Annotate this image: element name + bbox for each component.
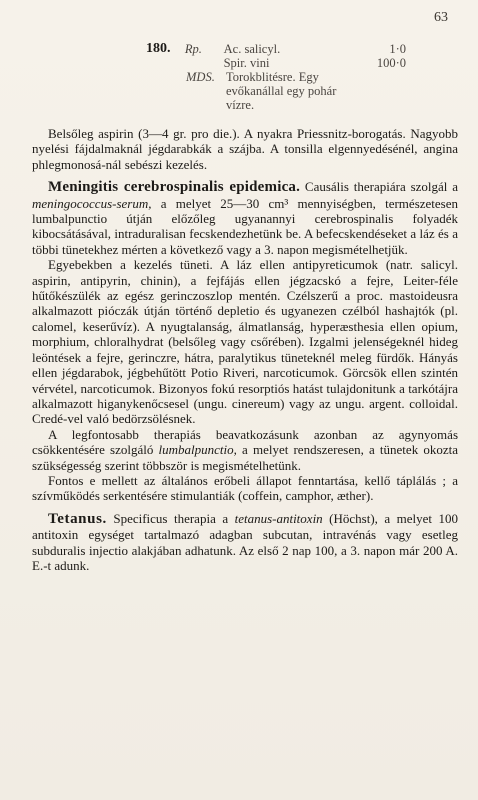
recipe-label: MDS. — [186, 70, 215, 84]
recipe-instruction: vízre. — [226, 98, 255, 112]
recipe-row — [146, 56, 406, 70]
page-number: 63 — [434, 10, 448, 25]
recipe-ingredient: Ac. salicyl. — [223, 42, 281, 56]
recipe-instruction: Torokblitésre. Egy — [226, 70, 319, 84]
italic-term: meningococcus-serum, — [32, 195, 152, 211]
recipe-row — [146, 84, 406, 98]
recipe-block — [146, 42, 406, 112]
recipe-amount: 1·0 — [389, 42, 406, 56]
section-heading-meningitis: Meningitis cerebrospinalis epidemica. — [48, 179, 301, 196]
recipe-row — [146, 98, 406, 112]
recipe-instruction: evőkanállal egy pohár — [226, 84, 337, 98]
paragraph: Belsőleg aspirin (3—4 gr. pro die.). A nyakra Priessnitz-borogatás. Nagyobb nyelési fájdalmaknál jégdarabkák a szájba. A tonsilla elgennyedésénél, angina phlegmonosá-nál sebészi kezelés. — [32, 126, 458, 172]
italic-term: lumbalpunctio, — [158, 442, 237, 458]
recipe-amount: 100·0 — [376, 56, 406, 70]
main-text — [32, 126, 458, 573]
recipe-row — [146, 70, 406, 84]
italic-term: tetanus-antitoxin — [234, 510, 323, 526]
paragraph: Egyebekben a kezelés tüneti. A láz ellen antipyreticumok (natr. salicyl. aspirin, antipyrin, chinin), a fejfájás ellen jégzacskó a fejre, Leiter-féle hűtőkészülék az egész gerinczoszlop mentén. Czélszerű a proc. mastoideusra alkalmazott pióczák útján történő depletio és ugyanezen czélból hashajtók (pl. calomel, keserűvíz). A nyugtalanság, álmatlanság, hyperæsthesia ellen opium, morphium, chloralhydrat (belsőleg vagy csőrében). Izgalmi jelenségeknél hideg leöntések a fejre, gerinczre, hátra, paralytikus tüneteknél meleg fürdők. Hányás ellen jégdarabok, jégbehűtött Potio Riveri, narcoticumok. Görcsök ellen szintén vérvétel, narcoticumok. Bizonyos fokú resorptiós hatást tulajdonitunk a tarkótájra alkalmazott higanykenőcsesel (ungu. cinereum) vagy az ungu. argent. colloidal. Credé-vel való bedörzsölésnek. — [32, 257, 458, 427]
paragraph: A legfontosabb therapiás beavatkozásunk azonban az agynyomás csökkentésére szolgáló lumbalpunctio, a melyet rendszeresen, a tünetek okozta szükségesség szerint többször is megismételhetünk. — [32, 426, 458, 473]
recipe-label: Rp. — [184, 42, 202, 56]
paragraph: Meningitis cerebrospinalis epidemica. Causális therapiára szolgál a meningococcus-serum, a melyet 25—30 cm³ mennyiségben, természetesen lumbalpunctio útján előzőleg ugyanannyi cerebrospinalis folyadék kibocsátásával, intraduralisan fecskendezhetünk be. A befecskendéseket a láz és a többi tünetekhez mérten a következő vagy a 3. napon megismételhetjük. — [32, 179, 458, 257]
recipe-ingredient: Spir. vini — [223, 56, 270, 70]
recipe-number: 180. — [146, 41, 171, 56]
recipe-row — [146, 42, 406, 56]
section-heading-tetanus: Tetanus. — [48, 510, 107, 527]
paragraph: Tetanus. Specificus therapia a tetanus-antitoxin (Höchst), a melyet 100 antitoxin egységet tartalmazó adagban subcutan, intravénás vagy esetleg subduralis injectio alakjában adhatunk. Az első 2 nap 100, a 3. napon már 200 A. E.-t adunk. — [32, 510, 458, 573]
paragraph: Fontos e mellett az általános erőbeli állapot fenntartása, kellő táplálás ; a szívműködés serkentésére stimulantiák (coffein, camphor, æther). — [32, 472, 458, 504]
